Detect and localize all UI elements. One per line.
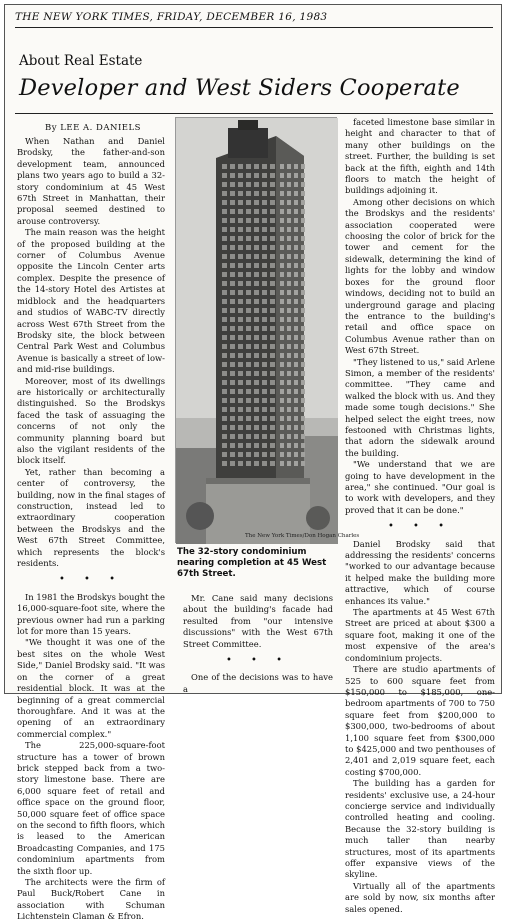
paragraph: Daniel Brodsky said that addressing the residents' concerns "worked to our advantage because it helped make the building more attractive, which of course enhances its value." [345, 538, 495, 606]
paragraph: "They listened to us," said Arlene Simon, a member of the residents' committee. "They came and walked the block with us. And they made some tough decisions." She helped select the eight trees, now festooned with Christmas lights, that adorn the sidewalk around the building. [345, 356, 495, 458]
section-separator: • • • [387, 521, 453, 533]
byline: By LEE A. DANIELS [45, 123, 141, 133]
paragraph: The apartments at 45 West 67th Street are priced at about $300 a square foot, making it one of the most expensive of the area's condominium projects. [345, 607, 495, 663]
section-separator: • • • [58, 574, 124, 586]
newspaper-clipping [4, 4, 502, 922]
photo-caption: The 32-story condominium nearing completion at 45 West 67th Street. [177, 547, 327, 579]
paragraph: Virtually all of the apartments are sold by now, six months after sales opened. [345, 880, 495, 914]
paragraph: The main reason was the height of the proposed building at the corner of Columbus Avenue opposite the Lincoln Center arts complex. Despite the presence of the 14-story Hotel des Artistes at midblock and the headquarters and studios of WABC-TV directly across West 67th Street from the Brodsky site, the block between Central Park West and Columbus Avenue is basically a street of low- and mid-rise buildings. [17, 227, 165, 375]
paragraph: In 1981 the Brodskys bought the 16,000-square-foot site, where the previous owner had run a parking lot for more than 15 years. [17, 591, 165, 637]
paragraph: There are studio apartments of 525 to 600 square feet from $150,000 to $185,000, one-bedroom apartments of 700 to 750 square feet from $200,000 to $300,000, two-bedrooms of about 1,100 square feet from $300,000 to $425,000 and two penthouses of 2,401 and 2,019 square feet, each costing $700,000. [345, 664, 495, 777]
masthead: THE NEW YORK TIMES, FRIDAY, DECEMBER 16, 1983 [15, 11, 328, 23]
building-illustration [176, 118, 338, 544]
paragraph: Among other decisions on which the Brodskys and the residents' association cooperated were choosing the color of brick for the tower and cement for the sidewalk, determining the kind of lights for the lobby and window boxes for the ground floor windows, deciding not to build an underground garage and placing the entrance to the building's retail and office space on Columbus Avenue rather than on West 67th Street. [345, 196, 495, 356]
article-column-2 [183, 593, 333, 695]
building-photo [175, 117, 337, 543]
paragraph: Yet, rather than becoming a center of controversy, the building, now in the final stages of construction, instead led to extraordinary cooperation between the Brodskys and the West 67th Street Committee, which represents the block's residents. [17, 466, 165, 569]
paragraph: The building has a garden for residents' exclusive use, a 24-hour concierge service and individually controlled heating and cooling. Because the 32-story building is much taller than nearby structures, most of its apartments offer expansive views of the skyline. [345, 778, 495, 880]
paragraph: The architects were the firm of Paul Buck/Robert Cane in association with Schuman Lichtenstein Claman & Efron. [17, 877, 165, 922]
headline: Developer and West Siders Cooperate [19, 75, 460, 101]
paragraph: When Nathan and Daniel Brodsky, the father-and-son development team, announced plans two years ago to build a 32-story condominium at 45 West 67th Street in Manhattan, their proposal seemed destined to arouse controversy. [17, 136, 165, 226]
photo-credit: The New York Times/Don Hogan Charles [245, 533, 360, 539]
headline-rule [15, 113, 493, 114]
article-column-1 [17, 136, 165, 923]
masthead-rule [15, 27, 493, 28]
paragraph: The 225,000-square-foot structure has a tower of brown brick stepped back from a two-story limestone base. There are 6,000 square feet of retail and office space on the ground floor, 50,000 square feet of office space on the second to fifth floors, which is leased to the American Broadcasting Companies, and 175 condominium apartments from the sixth floor up. [17, 740, 165, 876]
paragraph: "We thought it was one of the best sites on the whole West Side," Daniel Brodsky said. "It was on the corner of a great residential block. It was at the beginning of a great commercial thoroughfare. And it was at the opening of an extraordinary commercial complex." [17, 637, 165, 739]
article-column-3 [345, 117, 495, 915]
paragraph: faceted limestone base similar in height and character to that of many other buildings on the street. Further, the building is set back at the fifth, eighth and 14th floors to match the height of buildings adjoining it. [345, 117, 495, 196]
section-separator: • • • [225, 655, 291, 667]
section-kicker: About Real Estate [19, 53, 143, 69]
paragraph: "We understand that we are going to have development in the area," she continued. "Our goal is to work with developers, and they proved that it can be done." [345, 459, 495, 515]
paragraph: Moreover, most of its dwellings are historically or architecturally distinguished. So the Brodskys faced the task of assuaging the concerns of not only the community planning board but also the vigilant residents of the block itself. [17, 375, 165, 466]
paragraph: Mr. Cane said many decisions about the building's facade had resulted from "our intensive discussions" with the West 67th Street Committee. [183, 593, 333, 649]
paragraph: One of the decisions was to have a [183, 672, 333, 694]
